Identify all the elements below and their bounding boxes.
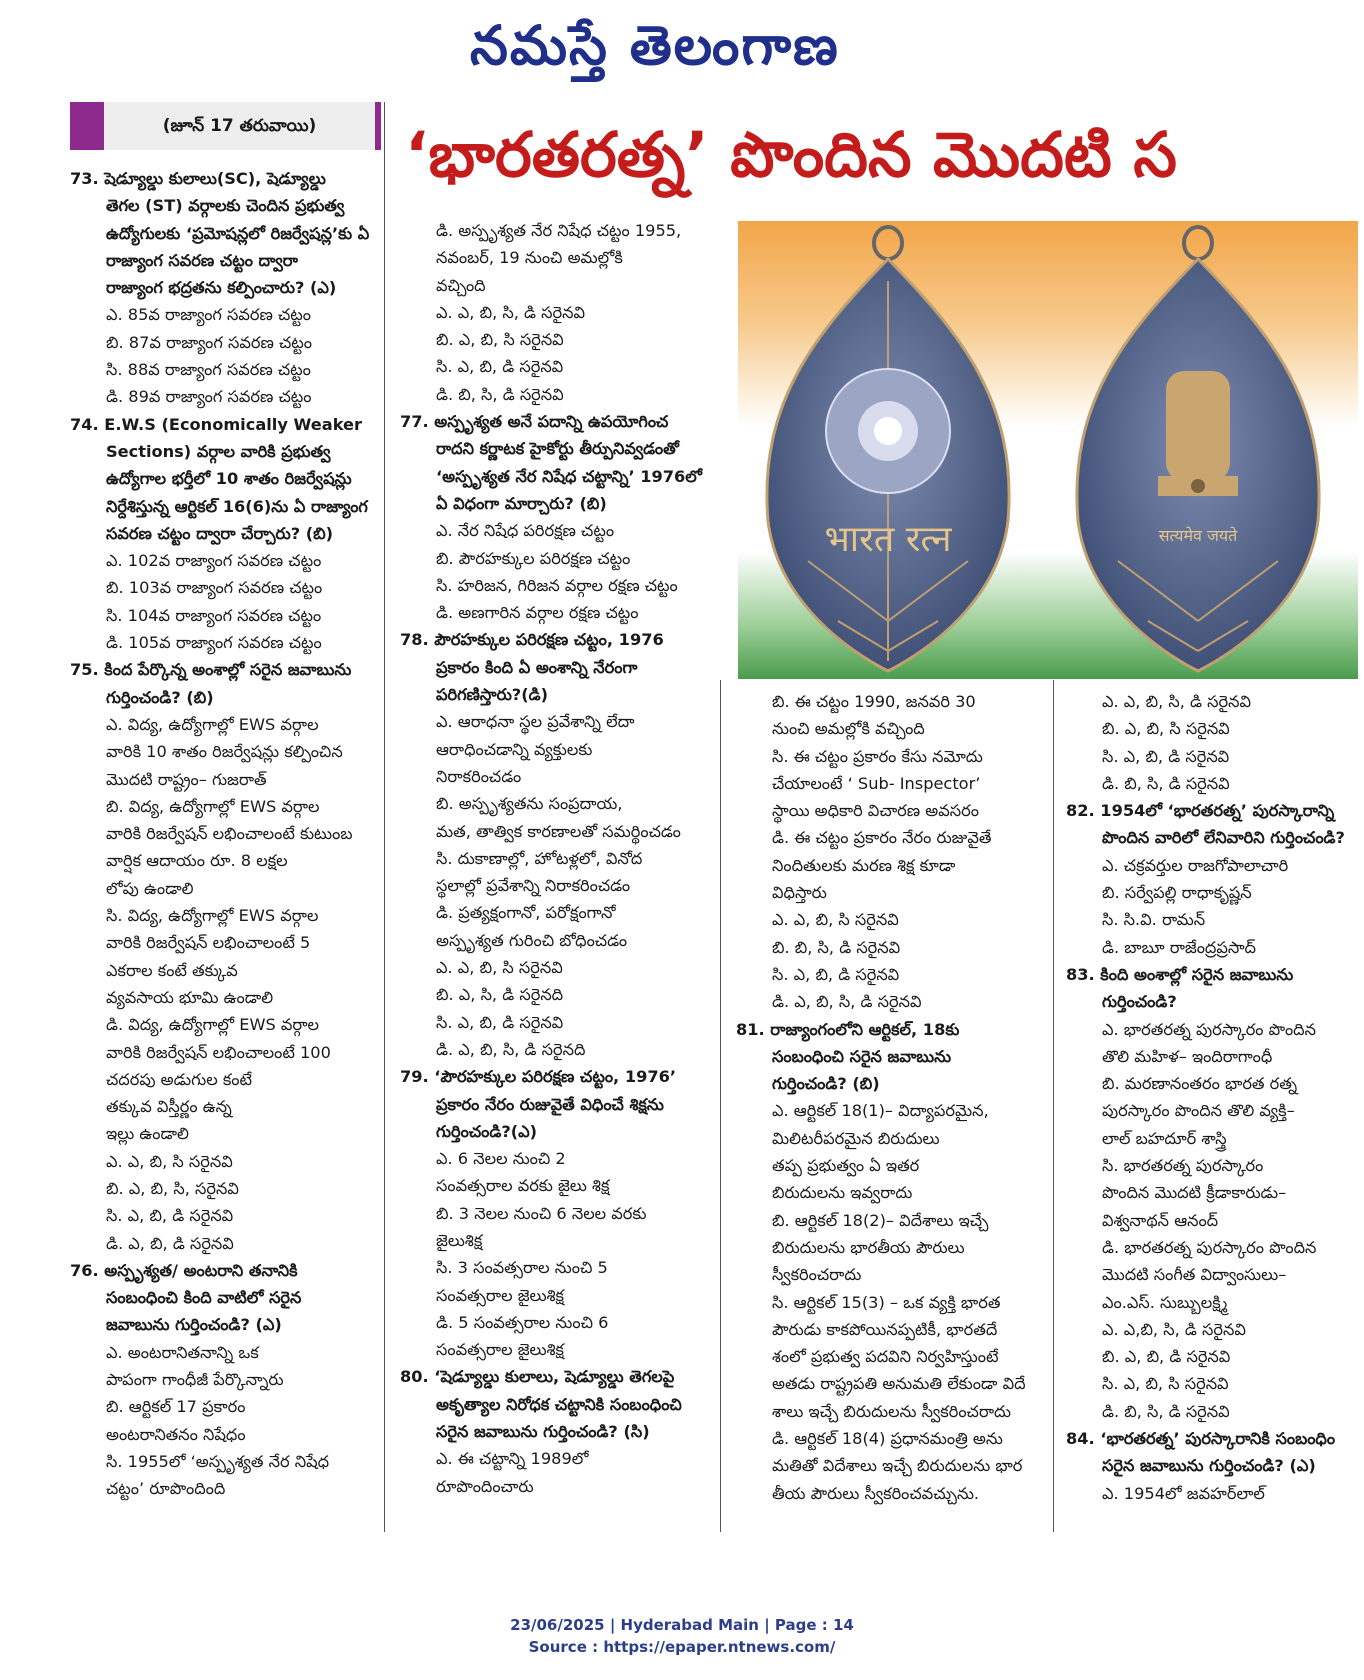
text-line: డి. ఎ, బి, డి సరైనవి: [106, 1233, 234, 1253]
text-line: గుర్తించండి?(ఎ): [436, 1121, 538, 1141]
text-line: రూపొందించారు: [436, 1476, 534, 1496]
text-line: డి. 5 సంవత్సరాల నుంచి 6: [436, 1312, 609, 1332]
text-line: డి. ఆర్టికల్ 18(4) ప్రధానమంత్రి అను: [772, 1429, 1003, 1449]
continued-tag: [70, 102, 375, 150]
text-line: సంబంధించి కింది వాటిలో సరైన: [106, 1288, 302, 1308]
text-line: చట్టం’ రూపొందింది: [106, 1479, 226, 1499]
text-line: సి. ఆర్టికల్ 15(3) – ఒక వ్యక్తి భారత: [772, 1292, 1001, 1312]
text-line: అస్పృశ్యత గురించి బోధించడం: [436, 930, 628, 950]
text-line: 73. షెడ్యూల్డు కులాలు(SC), షెడ్యూల్డు: [70, 169, 326, 188]
text-line: చదరపు అడుగుల కంటే: [106, 1069, 252, 1089]
text-line: బి. 87వ రాజ్యాంగ సవరణ చట్టం: [106, 332, 312, 352]
text-line: ఎ. అంటరానితనాన్ని ఒక: [106, 1342, 259, 1362]
text-line: డి. బి, సి, డి సరైనవి: [436, 384, 564, 404]
text-line: 74. E.W.S (Economically Weaker: [70, 414, 363, 434]
text-line: ఎ. చక్రవర్తుల రాజగోపాలాచారి: [1102, 855, 1289, 875]
text-line: బి. ఎ, బి, సి, సరైనవి: [106, 1178, 239, 1198]
text-line: పాపంగా గాంధీజీ పేర్కొన్నారు: [106, 1370, 284, 1390]
text-line: బి. ఆర్టికల్ 18(2)– విదేశాలు ఇచ్చే: [772, 1210, 989, 1230]
text-line: వారికి రిజర్వేషన్ లభించాలంటే కుటుంబ: [106, 824, 353, 844]
text-line: వ్యవసాయ భూమి ఉండాలి: [106, 987, 274, 1007]
text-line: ఎ. నేర నిషేధ పరిరక్షణ చట్టం: [436, 521, 615, 541]
text-line: పరిగణిస్తారు?(డి): [436, 685, 548, 705]
text-line: డి. ఈ చట్టం ప్రకారం నేరం రుజువైతే: [772, 828, 992, 848]
left-medal-inscription: भारत रत्न: [824, 519, 952, 560]
text-line: బి. మరణానంతరం భారత రత్న: [1102, 1074, 1298, 1094]
text-line: మొదటి రాష్ట్రం– గుజరాత్: [106, 769, 267, 789]
text-line: ఎ. ఎ, బి, సి సరైనవి: [436, 958, 563, 978]
text-line: డి. విద్య, ఉద్యోగాల్లో EWS వర్గాల: [106, 1015, 320, 1035]
text-line: సి. ఈ చట్టం ప్రకారం కేసు నమోదు: [772, 746, 983, 766]
text-line: బి. ఆర్టికల్ 17 ప్రకారం: [106, 1397, 246, 1417]
text-line: డి. ప్రత్యక్షంగానో, పరోక్షంగానో: [436, 903, 616, 923]
text-line: సి. 104వ రాజ్యాంగ సవరణ చట్టం: [106, 605, 322, 625]
text-line: ఆరాధించడాన్ని వ్యక్తులకు: [436, 739, 593, 759]
column-divider-2: [720, 680, 721, 1532]
text-line: సి. హరిజన, గిరిజన వర్గాల రక్షణ చట్టం: [436, 575, 678, 595]
text-line: డి. ఎ, బి, సి, డి సరైనవి: [772, 992, 922, 1012]
text-line: విధిస్తారు: [772, 883, 827, 903]
bharat-ratna-medal-photo: [738, 221, 1358, 679]
text-line: బి. అస్పృశ్యతను సంప్రదాయ,: [436, 794, 623, 814]
text-line: డి. 105వ రాజ్యాంగ సవరణ చట్టం: [106, 633, 322, 653]
text-line: సంవత్సరాల వరకు జైలు శిక్ష: [436, 1176, 610, 1196]
text-line: డి. 89వ రాజ్యాంగ సవరణ చట్టం: [106, 387, 312, 407]
text-line: డి. బి, సి, డి సరైనవి: [1102, 1401, 1230, 1421]
text-line: డి. బి, సి, డి సరైనవి: [1102, 773, 1230, 793]
text-line: సి. దుకాణాల్లో, హోటళ్లలో, వినోద: [436, 848, 643, 868]
text-line: ఎ. ఎ, బి, సి సరైనవి: [106, 1151, 233, 1171]
text-line: బి. ఎ, బి, సి సరైనవి: [436, 330, 564, 350]
text-line: పురస్కారం పొందిన తొలి వ్యక్తి–: [1102, 1101, 1295, 1121]
text-line: ఎ. ఎ, బి, సి, డి సరైనవి: [1102, 692, 1251, 711]
text-line: ఎ. విద్య, ఉద్యోగాల్లో EWS వర్గాల: [106, 714, 319, 734]
text-line: ఎ. ఆరాధనా స్థల ప్రవేశాన్ని లేదా: [436, 712, 635, 732]
continued-tag-label: (జూన్ 17 తరువాయి): [162, 116, 317, 136]
text-line: 82. 1954లో ‘భారతరత్న’ పురస్కారాన్ని: [1066, 801, 1335, 821]
text-line: సి. 1955లో ‘అస్పృశ్యత నేర నిషేధ: [106, 1451, 330, 1471]
text-line: లోపు ఉండాలి: [106, 878, 194, 898]
text-line: వచ్చింది: [436, 275, 486, 295]
text-line: 79. ‘పౌరహక్కుల పరిరక్షణ చట్టం, 1976’: [400, 1067, 677, 1087]
text-line: ఎ. భారతరత్న పురస్కారం పొందిన: [1102, 1019, 1316, 1039]
text-line: తెగల (ST) వర్గాలకు చెందిన ప్రభుత్వ: [106, 196, 345, 216]
text-line: స్వీకరించరాదు: [772, 1265, 862, 1285]
text-line: 81. రాజ్యాంగంలోని ఆర్టికల్, 18కు: [736, 1019, 960, 1039]
text-line: పొందిన మొదటి క్రీడాకారుడు–: [1102, 1183, 1287, 1203]
text-line: వార్షిక ఆదాయం రూ. 8 లక్షల: [106, 851, 288, 871]
text-line: తక్కువ విస్తీర్ణం ఉన్న: [106, 1097, 232, 1117]
text-line: బి. బి, సి, డి సరైనవి: [772, 937, 901, 957]
text-line: సవరణ చట్టం ద్వారా చేర్చారు? (బి): [106, 523, 334, 543]
text-line: ఇల్లు ఉండాలి: [106, 1124, 189, 1144]
text-line: ఎ. 6 నెలల నుంచి 2: [436, 1149, 566, 1169]
text-line: రాదని కర్ణాటక హైకోర్టు తీర్పునివ్వడంతో: [436, 439, 679, 459]
text-line: తొలి మహిళ– ఇందిరాగాంధీ: [1102, 1046, 1273, 1066]
text-line: నిందితులకు మరణ శిక్ష కూడా: [772, 855, 956, 875]
text-line: బిరుదులను ఇవ్వరాదు: [772, 1183, 913, 1203]
text-line: 77. అస్పృశ్యత అనే పదాన్ని ఉపయోగించ: [400, 412, 669, 432]
text-line: ఎకరాల కంటే తక్కువ: [106, 960, 238, 980]
text-line: రాజ్యాంగ భద్రతను కల్పించారు? (ఎ): [106, 278, 337, 298]
column-divider-1: [384, 102, 385, 1532]
text-line: మతితో విదేశాలు ఇచ్చే బిరుదులను భార: [772, 1456, 1023, 1476]
text-line: డి. భారతరత్న పురస్కారం పొందిన: [1102, 1237, 1317, 1257]
text-line: నిరాకరించడం: [436, 766, 522, 786]
text-line: సరైన జవాబును గుర్తించండి? (ఎ): [1102, 1456, 1316, 1476]
text-line: బి. సర్వేపల్లి రాధాకృష్ణన్: [1102, 883, 1252, 903]
column-1: [70, 165, 380, 1535]
text-line: శంలో ప్రభుత్వ పదవిని నిర్వహిస్తుంటే: [772, 1347, 999, 1367]
text-line: డి. అస్పృశ్యత నేర నిషేధ చట్టం 1955,: [436, 221, 682, 240]
footer-dateline: 23/06/2025 | Hyderabad Main | Page : 14: [510, 1616, 854, 1634]
text-line: జవాబును గుర్తించండి? (ఎ): [106, 1315, 282, 1335]
text-line: సంవత్సరాల జైలుశిక్ష: [436, 1340, 564, 1360]
text-line: బి. 3 నెలల నుంచి 6 నెలల వరకు: [436, 1203, 647, 1223]
text-line: బిరుదులను భారతీయ పౌరులు: [772, 1237, 965, 1257]
text-line: అతడు రాష్ట్రపతి అనుమతి లేకుండా విదే: [772, 1374, 1026, 1394]
text-line: ఎ. ఎ, బి, సి, డి సరైనవి: [436, 302, 585, 322]
text-line: 83. కింది అంశాల్లో సరైన జవాబును: [1066, 964, 1294, 984]
text-line: సంవత్సరాల జైలుశిక్ష: [436, 1285, 564, 1305]
text-line: డి. ఎ, బి, సి, డి సరైనది: [436, 1039, 586, 1059]
text-line: చేయాలంటే ‘ Sub- Inspector’: [772, 773, 981, 793]
text-line: సరైన జవాబును గుర్తించండి? (సి): [436, 1422, 650, 1442]
text-line: సి. 88వ రాజ్యాంగ సవరణ చట్టం: [106, 360, 311, 380]
text-line: ఎ. ఎ,బి, సి, డి సరైనవి: [1102, 1319, 1246, 1339]
text-line: ఉద్యోగులకు ‘ప్రమోషన్లలో రిజర్వేషన్ల’కు ఏ: [106, 223, 370, 243]
right-medal-inscription: सत्यमेव जयते: [1158, 526, 1238, 545]
text-line: బి. ఎ, బి, సి సరైనవి: [1102, 719, 1230, 739]
text-line: ఎ. ఎ, బి, సి సరైనవి: [772, 910, 899, 930]
text-line: గుర్తించండి? (బి): [106, 687, 214, 707]
text-line: సి. 3 సంవత్సరాల నుంచి 5: [436, 1258, 608, 1278]
text-line: ఎ. 102వ రాజ్యాంగ సవరణ చట్టం: [106, 551, 322, 571]
text-line: విశ్వనాథన్ ఆనంద్: [1102, 1210, 1219, 1230]
text-line: బి. పౌరహక్కుల పరిరక్షణ చట్టం: [436, 548, 631, 568]
emblem-icon: [1166, 371, 1230, 481]
text-line: సి. ఎ, బి, సి సరైనవి: [1102, 1374, 1229, 1394]
text-line: వారికి 10 శాతం రిజర్వేషన్లు కల్పించిన: [106, 742, 343, 762]
text-line: మిలిటరీపరమైన బిరుదులు: [772, 1128, 940, 1148]
text-line: ప్రకారం నేరం రుజువైతే విధించే శిక్షను: [436, 1094, 664, 1114]
text-line: సి. ఎ, బి, డి సరైనవి: [1102, 746, 1230, 766]
text-line: 80. ‘షెడ్యూల్డు కులాలు, షెడ్యూల్డు తెగలపై: [400, 1367, 675, 1387]
text-line: జైలుశిక్ష: [436, 1230, 483, 1250]
text-line: బి. 103వ రాజ్యాంగ సవరణ చట్టం: [106, 578, 323, 598]
text-line: సి. సి.వి. రామన్: [1102, 910, 1206, 930]
text-line: 78. పౌరహక్కుల పరిరక్షణ చట్టం, 1976: [400, 630, 664, 650]
text-line: తప్ప ప్రభుత్వం ఏ ఇతర: [772, 1156, 920, 1176]
text-line: డి. అణగారిన వర్గాల రక్షణ చట్టం: [436, 603, 639, 623]
text-line: బి. విద్య, ఉద్యోగాల్లో EWS వర్గాల: [106, 796, 320, 816]
text-line: ఉద్యోగాల భర్తీలో 10 శాతం రిజర్వేషన్లు: [106, 469, 352, 489]
column-2: [400, 217, 720, 1535]
text-line: అకృత్యాల నిరోధక చట్టానికి సంబంధించి: [436, 1394, 682, 1414]
text-line: ఎ. ఆర్టికల్ 18(1)– విద్యాపరమైన,: [772, 1101, 989, 1121]
text-line: స్థలాల్లో ప్రవేశాన్ని నిరాకరించడం: [436, 876, 631, 896]
text-line: ఎ. 85వ రాజ్యాంగ సవరణ చట్టం: [106, 305, 311, 325]
text-line: సి. ఎ, బి, డి సరైనవి: [436, 357, 564, 377]
text-line: 76. అస్పృశ్యత/ అంటరాని తనానికి: [70, 1260, 298, 1280]
text-line: సి. ఎ, బి, డి సరైనవి: [106, 1206, 234, 1226]
text-line: సి. భారతరత్న పురస్కారం: [1102, 1156, 1264, 1176]
text-line: బి. ఎ, సి, డి సరైనది: [436, 985, 564, 1005]
text-line: సి. విద్య, ఉద్యోగాల్లో EWS వర్గాల: [106, 906, 319, 926]
column-3: [736, 688, 1054, 1533]
text-line: బి. ఈ చట్టం 1990, జనవరి 30: [772, 692, 976, 711]
text-line: సి. ఎ, బి, డి సరైనవి: [436, 1012, 564, 1032]
text-line: ప్రకారం కింది ఏ అంశాన్ని నేరంగా: [436, 657, 638, 677]
column-4: [1066, 688, 1364, 1533]
text-line: లాల్ బహదూర్ శాస్త్రి: [1102, 1128, 1227, 1148]
text-line: నుంచి అమల్లోకి వచ్చింది: [772, 719, 925, 739]
tag-accent-bar: [375, 102, 381, 150]
text-line: తీయ పౌరులు స్వీకరించవచ్చును.: [772, 1483, 980, 1503]
text-line: గుర్తించండి?: [1102, 992, 1177, 1012]
text-line: ‘అస్పృశ్యత నేర నిషేధ చట్టాన్ని’ 1976లో: [436, 466, 702, 486]
text-line: 84. ‘భారతరత్న’ పురస్కారానికి సంబంధిం: [1066, 1429, 1336, 1449]
text-line: ఎం.ఎస్. సుబ్బులక్ష్మి: [1102, 1292, 1228, 1312]
text-line: ఎ. 1954లో జవహర్‌లాల్: [1102, 1483, 1265, 1503]
footer-source: Source : https://epaper.ntnews.com/: [528, 1638, 836, 1656]
text-line: 75. కింద పేర్కొన్న అంశాల్లో సరైన జవాబును: [70, 660, 352, 680]
text-line: గుర్తించండి? (బి): [772, 1074, 880, 1094]
text-line: మత, తాత్విక కారణాలతో సమర్థించడం: [436, 821, 681, 841]
text-line: స్థాయి అధికారి విచారణ అవసరం: [772, 801, 979, 821]
text-line: డి. బాబూ రాజేంద్రప్రసాద్: [1102, 937, 1256, 957]
text-line: పౌరుడు కాకపోయినప్పటికీ, భారతదే: [772, 1319, 998, 1339]
text-line: వారికి రిజర్వేషన్ లభించాలంటే 100: [106, 1042, 331, 1062]
medal-illustration: [738, 221, 1358, 679]
headline: ‘భారతరత్న’ పొందిన మొదటి స: [405, 118, 1177, 191]
text-line: నవంబర్, 19 నుంచి అమల్లోకి: [436, 248, 623, 268]
text-line: బి. ఎ, బి, డి సరైనవి: [1102, 1347, 1231, 1367]
text-line: Sections) వర్గాల వారికి ప్రభుత్వ: [106, 441, 331, 461]
text-line: మొదటి సంగీత విద్వాంసులు–: [1102, 1265, 1287, 1285]
text-line: నిర్దేశిస్తున్న ఆర్టికల్ 16(6)ను ఏ రాజ్యాంగ: [106, 496, 368, 516]
text-line: ఎ. ఈ చట్టాన్ని 1989లో: [436, 1449, 589, 1469]
text-line: సి. ఎ, బి, డి సరైనవి: [772, 964, 900, 984]
masthead: నమస్తే తెలంగాణ: [470, 14, 840, 77]
text-line: పొందిన వారిలో లేనివారిని గుర్తించండి?: [1102, 828, 1345, 848]
text-line: శాలు ఇచ్చే బిరుదులను స్వీకరించరాదు: [772, 1401, 1012, 1421]
text-line: రాజ్యాంగ సవరణ చట్టం ద్వారా: [106, 250, 298, 270]
text-line: ఏ విధంగా మార్చారు? (బి): [436, 493, 607, 513]
text-line: అంటరానితనం నిషేధం: [106, 1424, 246, 1444]
text-line: సంబంధించి సరైన జవాబును: [772, 1046, 952, 1066]
text-line: వారికి రిజర్వేషన్ లభించాలంటే 5: [106, 933, 311, 953]
